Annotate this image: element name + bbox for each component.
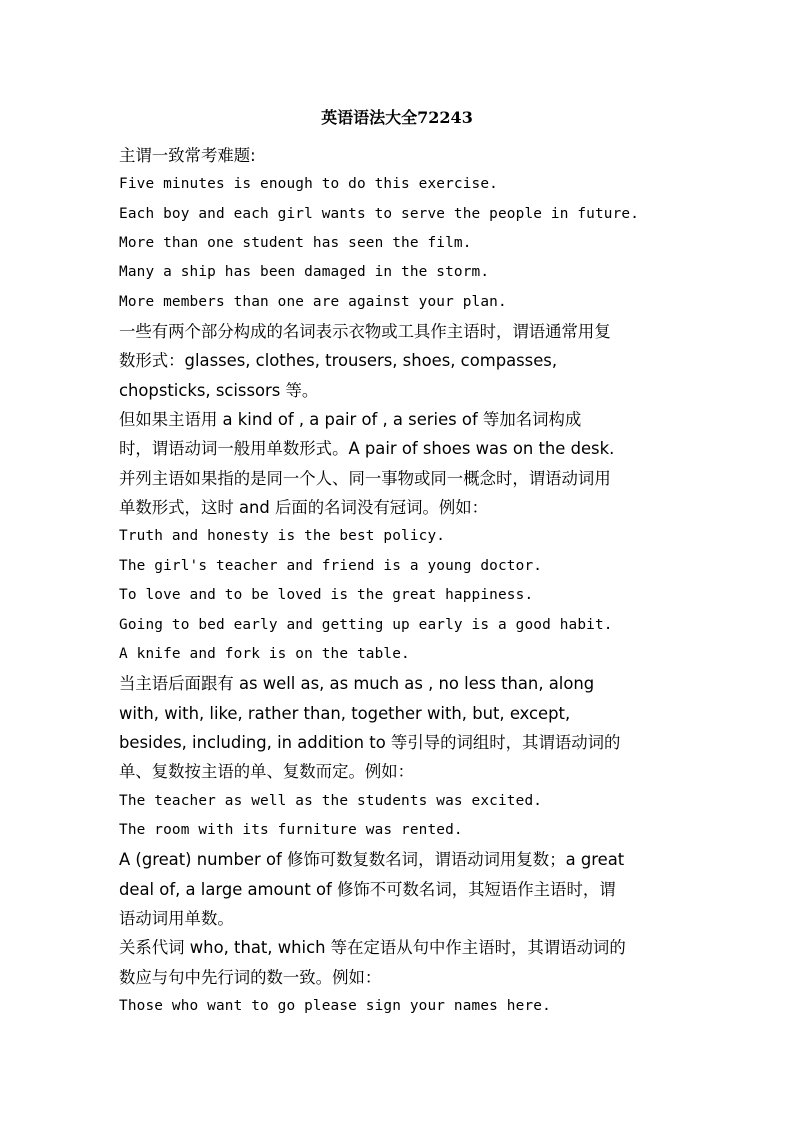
example-sentence-line: A knife and fork is on the table. (119, 645, 410, 662)
explanation-line: 语动词用单数。 (119, 908, 234, 928)
example-sentence-line: Going to bed early and getting up early is a good habit. (119, 616, 613, 633)
explanation-line: 数应与句中先行词的数一致。例如： (119, 967, 382, 987)
explanation-line: with, with, like, rather than, together with, but, except, (119, 703, 571, 723)
explanation-line: 关系代词 who, that, which 等在定语从句中作主语时，其谓语动词的 (119, 938, 626, 958)
explanation-line: 当主语后面跟有 as well as, as much as , no less than, along (119, 674, 595, 694)
example-sentence-line: Many a ship has been damaged in the storm. (119, 264, 490, 281)
explanation-line: 但如果主语用 a kind of , a pair of , a series of 等加名词构成 (119, 410, 582, 430)
explanation-line: deal of, a large amount of 修饰不可数名词，其短语作主语时，谓 (119, 879, 616, 899)
example-sentence-line: More members than one are against your plan. (119, 293, 507, 310)
explanation-line: besides, including, in addition to 等引导的词组时，其谓语动词的 (119, 732, 621, 752)
explanation-line: 一些有两个部分构成的名词表示衣物或工具作主语时，谓语通常用复 (119, 322, 611, 342)
explanation-line: 主谓一致常考难题: (119, 146, 256, 165)
explanation-line: 单、复数按主语的单、复数而定。例如： (119, 762, 415, 782)
document-body (119, 141, 689, 1021)
example-sentence-line: The girl's teacher and friend is a young doctor. (119, 557, 543, 574)
example-sentence-line: Five minutes is enough to do this exercise. (119, 176, 498, 193)
explanation-line: chopsticks, scissors 等。 (119, 380, 319, 400)
example-sentence-line: Each boy and each girl wants to serve the people in future. (119, 205, 640, 222)
example-sentence-line: More than one student has seen the film. (119, 235, 472, 252)
example-sentence-line: Truth and honesty is the best policy. (119, 528, 446, 545)
example-sentence-line: Those who want to go please sign your names here. (119, 997, 551, 1014)
example-sentence-line: The teacher as well as the students was excited. (119, 792, 543, 809)
explanation-line: 单数形式，这时 and 后面的名词没有冠词。例如： (119, 498, 489, 518)
explanation-line: 并列主语如果指的是同一个人、同一事物或同一概念时，谓语动词用 (119, 468, 611, 488)
example-sentence-line: The room with its furniture was rented. (119, 821, 463, 838)
explanation-line: 数形式：glasses, clothes, trousers, shoes, compasses, (119, 351, 558, 371)
explanation-line: 时，谓语动词一般用单数形式。A pair of shoes was on the desk. (119, 439, 615, 459)
example-sentence-line: To love and to be loved is the great happiness. (119, 587, 534, 604)
explanation-line: A (great) number of 修饰可数复数名词，谓语动词用复数；a great (119, 850, 625, 870)
document-title: 英语语法大全72243 (321, 108, 473, 127)
